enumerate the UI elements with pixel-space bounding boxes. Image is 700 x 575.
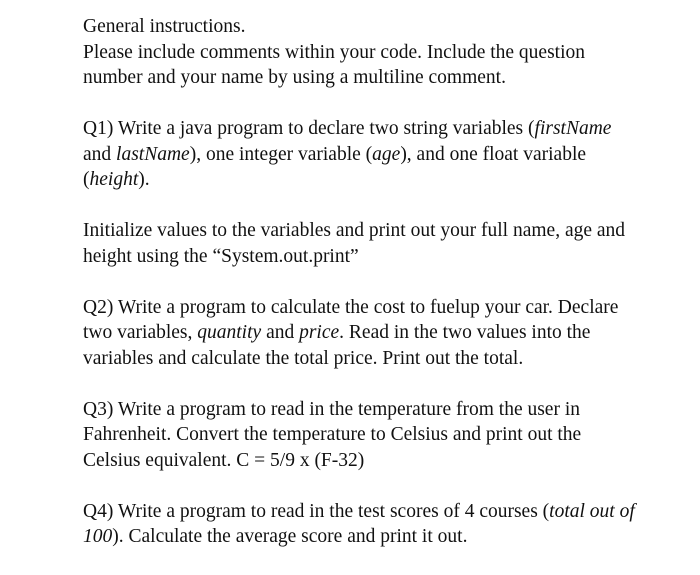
var-quantity: quantity [197, 322, 262, 343]
q2-text: and [261, 322, 300, 343]
document [83, 14, 643, 575]
question-2 [83, 295, 643, 372]
var-firstname: firstName [534, 118, 612, 139]
q4-text: ). Calculate the average score and print it out. [112, 526, 468, 547]
total-note: total out of 100 [83, 500, 635, 547]
question-1-part-2: Initialize values to the variables and print out your full name, age and height using the “System.out.print” [83, 220, 626, 267]
q1-text: ), one integer variable ( [189, 143, 373, 165]
var-height: height [89, 169, 139, 190]
general-title: General instructions. [83, 16, 246, 37]
q4-text: Q4) Write a program to read in the test scores of 4 courses ( [83, 500, 550, 522]
q1-text: ). [138, 169, 150, 190]
var-age: age [372, 143, 401, 165]
var-lastname: lastName [116, 143, 190, 165]
question-1 [83, 116, 643, 193]
question-3: Q3) Write a program to read in the temperature from the user in Fahrenheit. Convert the temperature to Celsius and print out the Celsius equivalent. C = 5/9 x (F-32) [83, 398, 582, 471]
question-4 [83, 499, 643, 550]
q1-text: and [83, 143, 117, 165]
q2-text: Q2) Write a program to calculate the cost to fuelup your car. Declare two variables, [83, 296, 619, 343]
general-text: Please include comments within your code. Include the question number and your name by using a multiline comment. [83, 41, 586, 88]
q2-text: . Read in the two values into the variables and calculate the total price. Print out the total. [83, 322, 591, 369]
q1-text: Q1) Write a java program to declare two string variables ( [83, 118, 535, 139]
var-price: price [299, 322, 340, 343]
q1-text: ), and one float variable ( [83, 143, 587, 190]
